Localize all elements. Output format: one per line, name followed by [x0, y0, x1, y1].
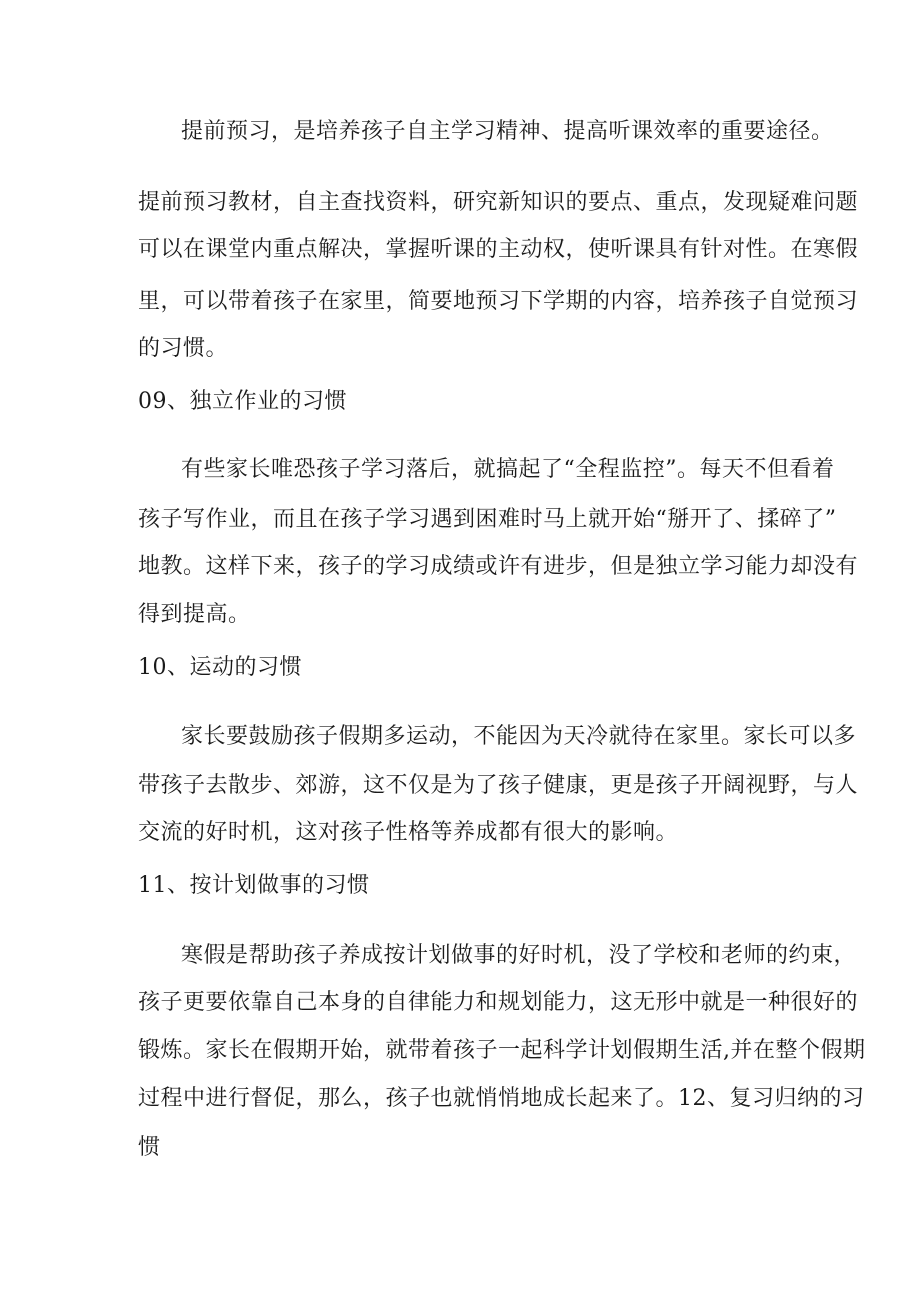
paragraph-preview-intro: 提前预习，是培养孩子自主学习精神、提高听课效率的重要途径。	[181, 119, 834, 144]
paragraph-09-line: 有些家长唯恐孩子学习落后，就搞起了“全程监控”。每天不但看着	[181, 457, 835, 482]
paragraph-preview-line: 可以在课堂内重点解决，掌握听课的主动权，使听课具有针对性。在寒假	[138, 237, 859, 262]
paragraph-11-line: 孩子更要依靠自己本身的自律能力和规划能力，这无形中就是一种很好的	[138, 990, 859, 1015]
paragraph-11-line: 惯	[138, 1135, 161, 1160]
paragraph-11-line: 寒假是帮助孩子养成按计划做事的好时机，没了学校和老师的约束，	[181, 943, 857, 968]
paragraph-09-line: 得到提高。	[138, 602, 251, 627]
paragraph-09-line: 孩子写作业，而且在孩子学习遇到困难时马上就开始“掰开了、揉碎了”	[138, 507, 837, 532]
paragraph-preview-line: 提前预习教材，自主查找资料，研究新知识的要点、重点，发现疑难问题	[138, 190, 859, 215]
section-heading-09: 09、独立作业的习惯	[138, 389, 347, 414]
paragraph-10-line: 家长要鼓励孩子假期多运动，不能因为天冷就待在家里。家长可以多	[181, 724, 857, 749]
section-heading-11: 11、按计划做事的习惯	[138, 873, 370, 898]
paragraph-11-line: 锻炼。家长在假期开始，就带着孩子一起科学计划假期生活,并在整个假期	[138, 1038, 866, 1063]
paragraph-09-line: 地教。这样下来，孩子的学习成绩或许有进步，但是独立学习能力却没有	[138, 554, 859, 579]
paragraph-10-line: 带孩子去散步、郊游，这不仅是为了孩子健康，更是孩子开阔视野，与人	[138, 773, 859, 798]
paragraph-preview-line: 里，可以带着孩子在家里，简要地预习下学期的内容，培养孩子自觉预习	[138, 289, 859, 314]
section-heading-10: 10、运动的习惯	[138, 655, 302, 680]
paragraph-10-line: 交流的好时机，这对孩子性格等养成都有很大的影响。	[138, 820, 679, 845]
paragraph-11-line: 过程中进行督促，那么，孩子也就悄悄地成长起来了。12、复习归纳的习	[138, 1086, 865, 1111]
paragraph-preview-line: 的习惯。	[138, 336, 229, 361]
